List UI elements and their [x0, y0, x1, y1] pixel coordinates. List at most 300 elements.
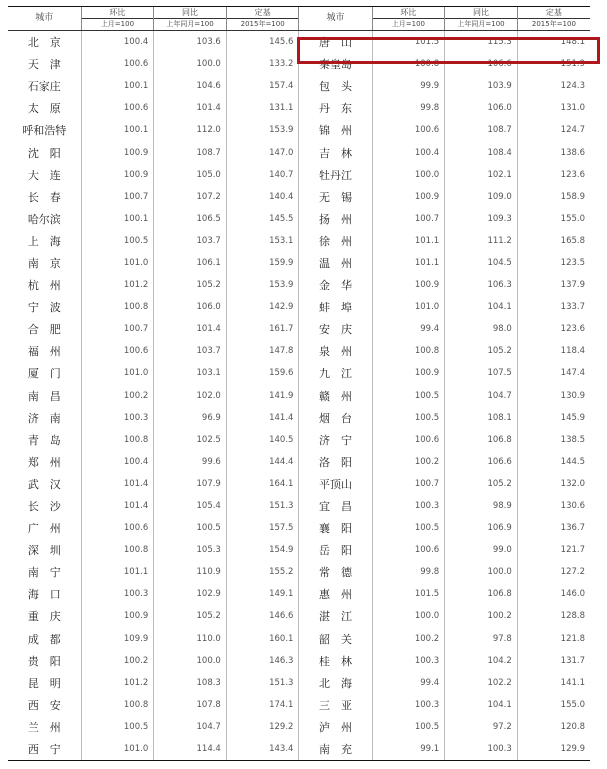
city-name-cell: 安 庆: [299, 318, 372, 340]
fixed-value-cell: 130.9: [517, 385, 590, 407]
yoy-value-cell: 105.4: [154, 495, 227, 517]
header-mom-right: 环比: [372, 7, 445, 19]
fixed-value-cell: 121.7: [517, 539, 590, 561]
yoy-value-cell: 106.0: [154, 296, 227, 318]
table-row: [8, 539, 590, 561]
table-row: [8, 495, 590, 517]
price-index-table-container: [8, 6, 590, 761]
fixed-value-cell: 155.2: [226, 561, 299, 583]
yoy-value-cell: 108.1: [445, 407, 518, 429]
fixed-value-cell: 118.4: [517, 340, 590, 362]
mom-value-cell: 101.1: [372, 252, 445, 274]
city-name-cell: 深 圳: [27, 544, 61, 558]
fixed-value-cell: 149.1: [226, 583, 299, 605]
subheader-yoy-left: 上年同月=100: [154, 19, 227, 31]
fixed-value-cell: 144.5: [517, 451, 590, 473]
city-name-cell: 兰 州: [27, 720, 61, 734]
fixed-value-cell: 151.3: [226, 672, 299, 694]
yoy-value-cell: 105.2: [445, 340, 518, 362]
mom-value-cell: 101.5: [372, 31, 445, 54]
mom-value-cell: 101.1: [81, 561, 154, 583]
city-name-cell: 洛 阳: [299, 451, 372, 473]
city-name-cell: 无 锡: [299, 186, 372, 208]
yoy-value-cell: 98.0: [445, 318, 518, 340]
fixed-value-cell: 123.5: [517, 252, 590, 274]
mom-value-cell: 100.3: [81, 407, 154, 429]
fixed-value-cell: 146.3: [226, 650, 299, 672]
city-name-cell: 天 津: [27, 58, 61, 72]
city-name-cell: 郑 州: [27, 455, 61, 469]
city-name-cell: 宜 昌: [299, 495, 372, 517]
yoy-value-cell: 104.1: [445, 694, 518, 716]
mom-value-cell: 100.1: [81, 208, 154, 230]
city-name-cell: 福 州: [27, 345, 61, 359]
header-city-right: 城市: [299, 7, 372, 31]
table-row: [8, 605, 590, 627]
fixed-value-cell: 144.4: [226, 451, 299, 473]
city-name-cell: 西 安: [27, 698, 61, 712]
mom-value-cell: 100.9: [372, 362, 445, 384]
mom-value-cell: 100.5: [81, 230, 154, 252]
fixed-value-cell: 138.6: [517, 141, 590, 163]
table-row: [8, 429, 590, 451]
mom-value-cell: 100.3: [372, 694, 445, 716]
mom-value-cell: 100.2: [372, 628, 445, 650]
yoy-value-cell: 106.1: [154, 252, 227, 274]
fixed-value-cell: 164.1: [226, 473, 299, 495]
header-fixed-left: 定基: [226, 7, 299, 19]
city-name-cell: 济 南: [27, 411, 61, 425]
table-row: [8, 628, 590, 650]
fixed-value-cell: 157.4: [226, 75, 299, 97]
mom-value-cell: 100.8: [372, 340, 445, 362]
table-row: [8, 694, 590, 716]
yoy-value-cell: 109.3: [445, 208, 518, 230]
yoy-value-cell: 100.0: [154, 53, 227, 75]
yoy-value-cell: 102.2: [445, 672, 518, 694]
fixed-value-cell: 136.7: [517, 517, 590, 539]
city-name-cell: 蚌 埠: [299, 296, 372, 318]
yoy-value-cell: 115.3: [445, 31, 518, 54]
mom-value-cell: 100.4: [81, 31, 154, 54]
city-name-cell: 北 海: [299, 672, 372, 694]
city-name-cell: 常 德: [299, 561, 372, 583]
city-name-cell: 海 口: [27, 588, 61, 602]
yoy-value-cell: 100.2: [445, 605, 518, 627]
mom-value-cell: 100.8: [372, 53, 445, 75]
yoy-value-cell: 106.8: [445, 583, 518, 605]
fixed-value-cell: 160.1: [226, 628, 299, 650]
fixed-value-cell: 145.5: [226, 208, 299, 230]
city-name-cell: 平顶山: [299, 473, 372, 495]
mom-value-cell: 100.1: [81, 119, 154, 141]
mom-value-cell: 100.3: [81, 583, 154, 605]
yoy-value-cell: 96.9: [154, 407, 227, 429]
yoy-value-cell: 107.2: [154, 186, 227, 208]
table-row: [8, 186, 590, 208]
mom-value-cell: 100.9: [81, 164, 154, 186]
table-row: [8, 583, 590, 605]
subheader-fixed-right: 2015年=100: [517, 19, 590, 31]
mom-value-cell: 100.6: [372, 539, 445, 561]
city-name-cell: 贵 阳: [27, 654, 61, 668]
subheader-mom-right: 上月=100: [372, 19, 445, 31]
yoy-value-cell: 109.0: [445, 186, 518, 208]
yoy-value-cell: 105.2: [154, 274, 227, 296]
header-yoy-right: 同比: [445, 7, 518, 19]
fixed-value-cell: 132.0: [517, 473, 590, 495]
city-name-cell: 湛 江: [299, 605, 372, 627]
table-row: [8, 31, 590, 54]
yoy-value-cell: 103.1: [154, 362, 227, 384]
mom-value-cell: 100.8: [81, 694, 154, 716]
mom-value-cell: 100.7: [372, 473, 445, 495]
fixed-value-cell: 158.9: [517, 186, 590, 208]
table-row: [8, 716, 590, 738]
mom-value-cell: 101.0: [81, 738, 154, 761]
header-yoy-left: 同比: [154, 7, 227, 19]
mom-value-cell: 100.9: [81, 141, 154, 163]
city-name-cell: 牡丹江: [299, 164, 372, 186]
table-row: [8, 164, 590, 186]
fixed-value-cell: 137.9: [517, 274, 590, 296]
mom-value-cell: 99.1: [372, 738, 445, 761]
table-row: [8, 650, 590, 672]
city-name-cell: 温 州: [299, 252, 372, 274]
city-name-cell: 惠 州: [299, 583, 372, 605]
subheader-mom-left: 上月=100: [81, 19, 154, 31]
fixed-value-cell: 128.8: [517, 605, 590, 627]
table-row: [8, 340, 590, 362]
city-name-cell: 金 华: [299, 274, 372, 296]
mom-value-cell: 101.5: [372, 583, 445, 605]
table-row: [8, 407, 590, 429]
fixed-value-cell: 131.7: [517, 650, 590, 672]
mom-value-cell: 100.9: [372, 186, 445, 208]
city-name-cell: 南 充: [299, 738, 372, 761]
mom-value-cell: 100.1: [81, 75, 154, 97]
mom-value-cell: 100.8: [81, 429, 154, 451]
fixed-value-cell: 141.4: [226, 407, 299, 429]
mom-value-cell: 100.9: [81, 605, 154, 627]
fixed-value-cell: 123.6: [517, 318, 590, 340]
yoy-value-cell: 102.9: [154, 583, 227, 605]
mom-value-cell: 101.0: [81, 252, 154, 274]
yoy-value-cell: 112.0: [154, 119, 227, 141]
city-name-cell: 三 亚: [299, 694, 372, 716]
table-row: [8, 296, 590, 318]
fixed-value-cell: 141.1: [517, 672, 590, 694]
yoy-value-cell: 104.6: [154, 75, 227, 97]
mom-value-cell: 100.6: [372, 119, 445, 141]
fixed-value-cell: 143.4: [226, 738, 299, 761]
mom-value-cell: 101.2: [81, 672, 154, 694]
mom-value-cell: 100.5: [372, 517, 445, 539]
fixed-value-cell: 154.9: [226, 539, 299, 561]
yoy-value-cell: 105.2: [445, 473, 518, 495]
header-fixed-right: 定基: [517, 7, 590, 19]
fixed-value-cell: 123.6: [517, 164, 590, 186]
mom-value-cell: 100.5: [372, 385, 445, 407]
table-row: [8, 97, 590, 119]
fixed-value-cell: 131.0: [517, 97, 590, 119]
mom-value-cell: 100.7: [372, 208, 445, 230]
fixed-value-cell: 147.8: [226, 340, 299, 362]
yoy-value-cell: 104.1: [445, 296, 518, 318]
fixed-value-cell: 145.6: [226, 31, 299, 54]
table-row: [8, 738, 590, 761]
table-row: [8, 561, 590, 583]
yoy-value-cell: 106.8: [445, 429, 518, 451]
yoy-value-cell: 106.0: [445, 97, 518, 119]
city-name-cell: 广 州: [27, 522, 61, 536]
fixed-value-cell: 138.5: [517, 429, 590, 451]
fixed-value-cell: 155.0: [517, 208, 590, 230]
mom-value-cell: 100.8: [81, 539, 154, 561]
city-name-cell: 济 宁: [299, 429, 372, 451]
mom-value-cell: 100.8: [81, 296, 154, 318]
fixed-value-cell: 153.1: [226, 230, 299, 252]
city-name-cell: 合 肥: [27, 323, 61, 337]
fixed-value-cell: 157.5: [226, 517, 299, 539]
yoy-value-cell: 106.6: [445, 451, 518, 473]
yoy-value-cell: 108.7: [154, 141, 227, 163]
yoy-value-cell: 104.7: [154, 716, 227, 738]
yoy-value-cell: 105.0: [154, 164, 227, 186]
mom-value-cell: 101.0: [372, 296, 445, 318]
yoy-value-cell: 100.0: [154, 650, 227, 672]
fixed-value-cell: 155.0: [517, 694, 590, 716]
city-name-cell: 秦皇岛: [299, 53, 372, 75]
mom-value-cell: 100.6: [81, 340, 154, 362]
mom-value-cell: 100.0: [372, 164, 445, 186]
fixed-value-cell: 133.2: [226, 53, 299, 75]
city-name-cell: 宁 波: [27, 301, 61, 315]
mom-value-cell: 101.1: [372, 230, 445, 252]
mom-value-cell: 100.3: [372, 495, 445, 517]
yoy-value-cell: 101.4: [154, 318, 227, 340]
yoy-value-cell: 100.3: [445, 738, 518, 761]
mom-value-cell: 109.9: [81, 628, 154, 650]
mom-value-cell: 100.4: [372, 141, 445, 163]
table-header: [8, 7, 590, 31]
city-name-cell: 丹 东: [299, 97, 372, 119]
mom-value-cell: 101.4: [81, 495, 154, 517]
yoy-value-cell: 114.4: [154, 738, 227, 761]
city-name-cell: 徐 州: [299, 230, 372, 252]
fixed-value-cell: 153.9: [226, 274, 299, 296]
fixed-value-cell: 140.7: [226, 164, 299, 186]
yoy-value-cell: 108.4: [445, 141, 518, 163]
city-name-cell: 重 庆: [27, 610, 61, 624]
yoy-value-cell: 110.0: [154, 628, 227, 650]
table-row: [8, 451, 590, 473]
mom-value-cell: 100.5: [372, 407, 445, 429]
fixed-value-cell: 151.3: [226, 495, 299, 517]
fixed-value-cell: 140.4: [226, 186, 299, 208]
yoy-value-cell: 100.5: [154, 517, 227, 539]
city-name-cell: 太 原: [27, 102, 61, 116]
subheader-yoy-right: 上年同月=100: [445, 19, 518, 31]
fixed-value-cell: 159.9: [226, 252, 299, 274]
city-name-cell: 大 连: [27, 168, 61, 182]
city-name-cell: 上 海: [27, 234, 61, 248]
city-name-cell: 桂 林: [299, 650, 372, 672]
fixed-value-cell: 146.0: [517, 583, 590, 605]
city-name-cell: 成 都: [27, 632, 61, 646]
table-row: [8, 672, 590, 694]
mom-value-cell: 100.5: [81, 716, 154, 738]
mom-value-cell: 99.8: [372, 97, 445, 119]
mom-value-cell: 100.9: [372, 274, 445, 296]
fixed-value-cell: 165.8: [517, 230, 590, 252]
fixed-value-cell: 145.9: [517, 407, 590, 429]
yoy-value-cell: 104.2: [445, 650, 518, 672]
city-name-cell: 呼和浩特: [22, 124, 67, 138]
city-name-cell: 赣 州: [299, 385, 372, 407]
fixed-value-cell: 153.9: [226, 119, 299, 141]
table-row: [8, 75, 590, 97]
mom-value-cell: 100.4: [81, 451, 154, 473]
mom-value-cell: 100.6: [81, 517, 154, 539]
city-name-cell: 石家庄: [27, 80, 61, 94]
yoy-value-cell: 102.1: [445, 164, 518, 186]
city-name-cell: 泸 州: [299, 716, 372, 738]
table-row: [8, 362, 590, 384]
yoy-value-cell: 99.0: [445, 539, 518, 561]
fixed-value-cell: 120.8: [517, 716, 590, 738]
fixed-value-cell: 124.3: [517, 75, 590, 97]
yoy-value-cell: 104.5: [445, 252, 518, 274]
yoy-value-cell: 99.6: [154, 451, 227, 473]
mom-value-cell: 100.7: [81, 318, 154, 340]
fixed-value-cell: 147.0: [226, 141, 299, 163]
yoy-value-cell: 111.2: [445, 230, 518, 252]
fixed-value-cell: 174.1: [226, 694, 299, 716]
yoy-value-cell: 106.5: [154, 208, 227, 230]
city-name-cell: 岳 阳: [299, 539, 372, 561]
fixed-value-cell: 121.8: [517, 628, 590, 650]
yoy-value-cell: 103.7: [154, 340, 227, 362]
fixed-value-cell: 130.6: [517, 495, 590, 517]
mom-value-cell: 100.2: [372, 451, 445, 473]
fixed-value-cell: 148.1: [517, 31, 590, 54]
fixed-value-cell: 161.7: [226, 318, 299, 340]
mom-value-cell: 100.3: [372, 650, 445, 672]
fixed-value-cell: 129.9: [517, 738, 590, 761]
yoy-value-cell: 100.0: [445, 561, 518, 583]
yoy-value-cell: 106.6: [445, 53, 518, 75]
city-name-cell: 九 江: [299, 362, 372, 384]
fixed-value-cell: 127.2: [517, 561, 590, 583]
header-mom-left: 环比: [81, 7, 154, 19]
city-name-cell: 襄 阳: [299, 517, 372, 539]
fixed-value-cell: 142.9: [226, 296, 299, 318]
yoy-value-cell: 97.2: [445, 716, 518, 738]
yoy-value-cell: 98.9: [445, 495, 518, 517]
mom-value-cell: 101.0: [81, 362, 154, 384]
city-name-cell: 长 沙: [27, 500, 61, 514]
city-name-cell: 哈尔滨: [27, 212, 61, 226]
city-name-cell: 韶 关: [299, 628, 372, 650]
fixed-value-cell: 129.2: [226, 716, 299, 738]
city-name-cell: 泉 州: [299, 340, 372, 362]
mom-value-cell: 100.0: [372, 605, 445, 627]
table-row: [8, 318, 590, 340]
yoy-value-cell: 103.9: [445, 75, 518, 97]
city-name-cell: 昆 明: [27, 676, 61, 690]
yoy-value-cell: 103.7: [154, 230, 227, 252]
city-name-cell: 南 宁: [27, 566, 61, 580]
city-name-cell: 青 岛: [27, 433, 61, 447]
mom-value-cell: 100.7: [81, 186, 154, 208]
mom-value-cell: 101.2: [81, 274, 154, 296]
yoy-value-cell: 102.0: [154, 385, 227, 407]
table-row: [8, 141, 590, 163]
table-row: [8, 473, 590, 495]
table-row: [8, 252, 590, 274]
price-index-table: [8, 6, 590, 761]
mom-value-cell: 100.6: [81, 97, 154, 119]
mom-value-cell: 99.4: [372, 318, 445, 340]
fixed-value-cell: 140.5: [226, 429, 299, 451]
city-name-cell: 包 头: [299, 75, 372, 97]
fixed-value-cell: 146.6: [226, 605, 299, 627]
mom-value-cell: 101.4: [81, 473, 154, 495]
yoy-value-cell: 103.6: [154, 31, 227, 54]
mom-value-cell: 100.6: [81, 53, 154, 75]
yoy-value-cell: 108.3: [154, 672, 227, 694]
city-name-cell: 长 春: [27, 190, 61, 204]
city-name-cell: 南 京: [27, 256, 61, 270]
fixed-value-cell: 147.4: [517, 362, 590, 384]
table-row: [8, 385, 590, 407]
yoy-value-cell: 104.7: [445, 385, 518, 407]
table-body: [8, 31, 590, 761]
yoy-value-cell: 97.8: [445, 628, 518, 650]
header-city-left: 城市: [8, 7, 81, 31]
table-row: [8, 274, 590, 296]
yoy-value-cell: 107.8: [154, 694, 227, 716]
mom-value-cell: 99.4: [372, 672, 445, 694]
mom-value-cell: 100.2: [81, 385, 154, 407]
city-name-cell: 武 汉: [27, 477, 61, 491]
city-name-cell: 北 京: [27, 36, 61, 50]
yoy-value-cell: 106.9: [445, 517, 518, 539]
mom-value-cell: 99.8: [372, 561, 445, 583]
yoy-value-cell: 101.4: [154, 97, 227, 119]
mom-value-cell: 100.2: [81, 650, 154, 672]
yoy-value-cell: 106.3: [445, 274, 518, 296]
fixed-value-cell: 159.6: [226, 362, 299, 384]
city-name-cell: 扬 州: [299, 208, 372, 230]
city-name-cell: 锦 州: [299, 119, 372, 141]
yoy-value-cell: 107.5: [445, 362, 518, 384]
fixed-value-cell: 133.7: [517, 296, 590, 318]
table-row: [8, 208, 590, 230]
city-name-cell: 南 昌: [27, 389, 61, 403]
yoy-value-cell: 107.9: [154, 473, 227, 495]
yoy-value-cell: 105.2: [154, 605, 227, 627]
city-name-cell: 厦 门: [27, 367, 61, 381]
fixed-value-cell: 124.7: [517, 119, 590, 141]
yoy-value-cell: 102.5: [154, 429, 227, 451]
city-name-cell: 西 宁: [8, 738, 81, 761]
yoy-value-cell: 110.9: [154, 561, 227, 583]
city-name-cell: 杭 州: [27, 279, 61, 293]
fixed-value-cell: 131.1: [226, 97, 299, 119]
table-row: [8, 53, 590, 75]
